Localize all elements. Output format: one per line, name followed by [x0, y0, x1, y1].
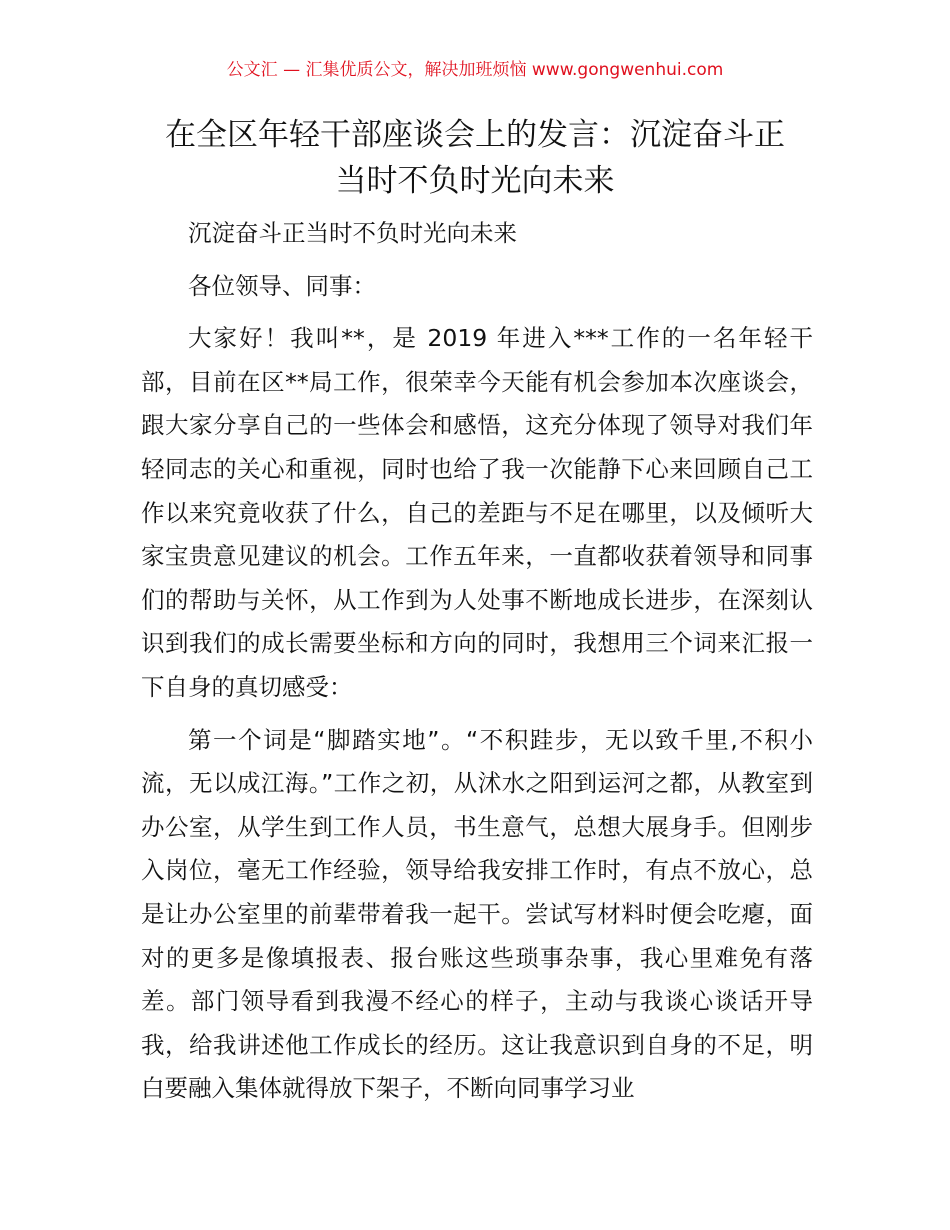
subtitle-paragraph: 沉淀奋斗正当时不负时光向未来: [188, 219, 517, 247]
site-banner: 公文汇 — 汇集优质公文，解决加班烦恼 www.gongwenhui.com: [226, 60, 724, 80]
first-point-paragraph: 第一个词是“脚踏实地”。“不积跬步，无以致千里,不积小流，无以成江海。”工作之初，从沭水之阳到运河之都，从教室到办公室，从学生到工作人员，书生意气，总想大展身手。但刚步入岗位，毫无工作经验，领导给我安排工作时，有点不放心，总是让办公室里的前辈带着我一起干。尝试写材料时便会吃瘪，面对的更多是像填报表、报台账这些琐事杂事，我心里难免有落差。部门领导看到我漫不经心的样子，主动与我谈心谈话开导我，给我讲述他工作成长的经历。这让我意识到自身的不足，明白要融入集体就得放下架子，不断向同事学习业: [141, 725, 813, 1103]
title-line-2: 当时不负时光向未来: [335, 163, 615, 199]
salutation-paragraph: 各位领导、同事：: [188, 271, 376, 300]
document-body: [141, 212, 813, 1120]
document-title: [130, 112, 820, 204]
intro-paragraph: 大家好！我叫**，是 2019 年进入***工作的一名年轻干部，目前在区**局工作，很荣幸今天能有机会参加本次座谈会，跟大家分享自己的一些体会和感悟，这充分体现了领导对我们年轻同志的关心和重视，同时也给了我一次能静下心来回顾自己工作以来究竟收获了什么，自己的差距与不足在哪里，以及倾听大家宝贵意见建议的机会。工作五年来，一直都收获着领导和同事们的帮助与关怀，从工作到为人处事不断地成长进步，在深刻认识到我们的成长需要坐标和方向的同时，我想用三个词来汇报一下自身的真切感受：: [141, 324, 813, 701]
title-line-1: 在全区年轻干部座谈会上的发言：沉淀奋斗正: [165, 117, 785, 153]
